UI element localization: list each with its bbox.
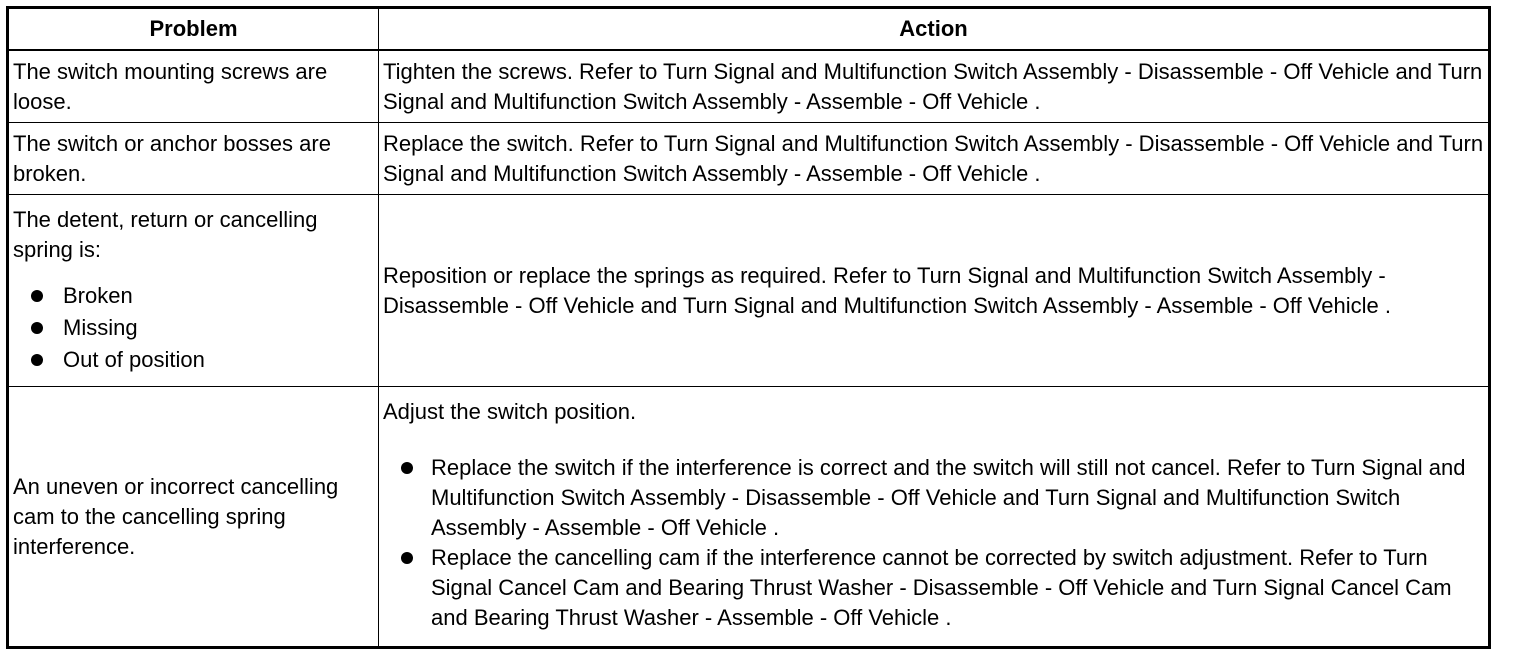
- table-row: [8, 123, 1490, 195]
- problem-bullet-list: [13, 280, 374, 376]
- list-item: Out of position: [13, 344, 374, 376]
- table-row: [8, 50, 1490, 123]
- problem-column-header: Problem: [8, 8, 379, 51]
- action-cell: [379, 387, 1490, 648]
- table-header-row: [8, 8, 1490, 51]
- action-column-header: Action: [379, 8, 1490, 51]
- list-item: Replace the cancelling cam if the interference cannot be corrected by switch adjustment. Refer to Turn Signal Cancel Cam and Bearing Thrust Washer - Disassemble - Off Vehicle and Turn Signal Cancel Cam and Bearing Thrust Washer - Assemble - Off Vehicle .: [383, 543, 1484, 633]
- action-cell: Tighten the screws. Refer to Turn Signal and Multifunction Switch Assembly - Disassemble - Off Vehicle and Turn Signal and Multifunction Switch Assembly - Assemble - Off Vehicle .: [379, 50, 1490, 123]
- action-cell: Reposition or replace the springs as required. Refer to Turn Signal and Multifunction Switch Assembly - Disassemble - Off Vehicle and Turn Signal and Multifunction Switch Assembly - Assemble - Off Vehicle .: [379, 195, 1490, 387]
- problem-cell: The switch mounting screws are loose.: [8, 50, 379, 123]
- problem-cell: The switch or anchor bosses are broken.: [8, 123, 379, 195]
- list-item: Replace the switch if the interference is correct and the switch will still not cancel. Refer to Turn Signal and Multifunction Switch Assembly - Disassemble - Off Vehicle and Turn Signal and Multifunction Switch Assembly - Assemble - Off Vehicle .: [383, 453, 1484, 543]
- action-text: Adjust the switch position.: [383, 399, 637, 424]
- list-item: Missing: [13, 312, 374, 344]
- problem-cell: [8, 195, 379, 387]
- list-item: Broken: [13, 280, 374, 312]
- action-bullet-list: [383, 453, 1484, 633]
- diagnostic-table: [6, 6, 1491, 649]
- problem-cell: An uneven or incorrect cancelling cam to the cancelling spring interference.: [8, 387, 379, 648]
- table-row: [8, 195, 1490, 387]
- problem-text: The detent, return or cancelling spring is:: [13, 207, 318, 262]
- action-cell: Replace the switch. Refer to Turn Signal and Multifunction Switch Assembly - Disassemble - Off Vehicle and Turn Signal and Multifunction Switch Assembly - Assemble - Off Vehicle .: [379, 123, 1490, 195]
- table-row: [8, 387, 1490, 648]
